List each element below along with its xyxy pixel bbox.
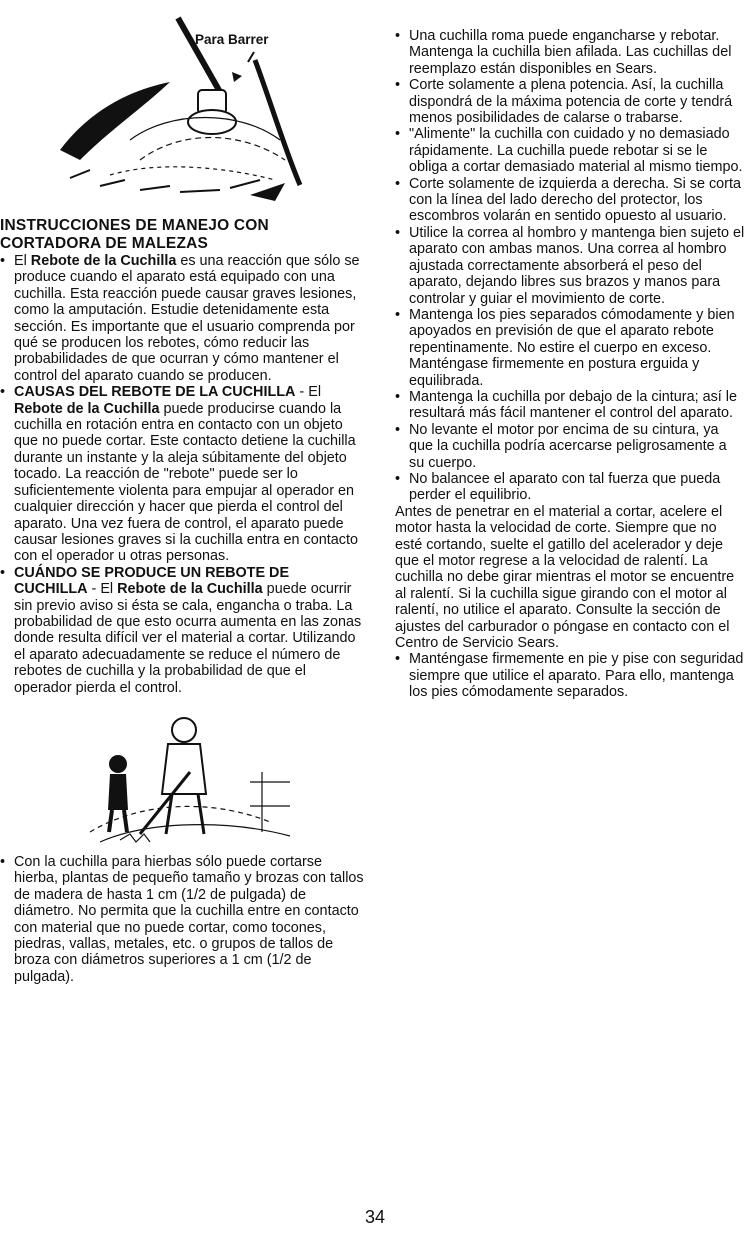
item-text: es una reacción que sólo se produce cuando el aparato está equipado con una cuchilla. Esta reacción puede causar graves lesiones, como la amputación. Estudie detenidamente esta sección. Es importante que el usuario comprenda por qué se producen los rebotes, cómo reducir las probabilidades de que ocurran y cómo mantener el control del aparato cuando se producen. bbox=[14, 253, 360, 384]
list-item bbox=[0, 854, 364, 985]
page-number: 34 bbox=[364, 1207, 386, 1227]
item-text: - El bbox=[295, 384, 322, 401]
item-bold-heading: CUÁNDO SE PRODUCE UN REBOTE DE CUCHILLA bbox=[14, 564, 290, 598]
operator-with-trimmer-drawing bbox=[0, 702, 364, 848]
item-text: No levante el motor por encima de su cintura, ya que la cuchilla podría acercarse peligrosamente a su cuerpo. bbox=[409, 421, 727, 471]
section-heading: INSTRUCCIONES DE MANEJO CON CORTADORA DE MALEZAS bbox=[0, 217, 269, 252]
item-text: No balancee el aparato con tal fuerza que pueda perder el equilibrio. bbox=[409, 470, 721, 504]
left-column bbox=[0, 0, 364, 985]
item-text: puede producirse cuando la cuchilla en rotación entra en contacto con un objeto que no puede cortar. Este contacto detiene la cuchilla durante un instante y la aleja súbitamente del objeto tocado. La reacción de "rebote" puede ser lo suficientemente violenta para empujar al operador en cualquier dirección y hacer que pierda el control del aparato. Una vez fuera de control, el aparato puede causar lesiones graves si la cuchilla entra en contacto con el operador u otras personas. bbox=[14, 400, 358, 565]
list-item bbox=[395, 126, 745, 175]
item-text: Manténgase firmemente en pie y pise con seguridad siempre que utilice el aparato. Para ello, mantenga los pies cómodamente separados. bbox=[409, 651, 744, 701]
list-item bbox=[395, 422, 745, 471]
list-item bbox=[395, 471, 745, 504]
item-text: Corte solamente de izquierda a derecha. Si se corta con la línea del lado derecho del protector, los escombros volarán en sentido opuesto al usuario. bbox=[409, 175, 741, 225]
list-item bbox=[395, 651, 745, 700]
item-bold-term: Rebote de la Cuchilla bbox=[30, 253, 177, 269]
list-item bbox=[395, 389, 745, 422]
list-item bbox=[395, 307, 745, 389]
list-item bbox=[0, 253, 364, 384]
figure-label: Para Barrer bbox=[195, 32, 269, 47]
item-bold-heading: CAUSAS DEL REBOTE DE LA CUCHILLA bbox=[14, 384, 296, 401]
item-bold-term: Rebote de la Cuchilla bbox=[117, 581, 263, 598]
item-text: Mantenga los pies separados cómodamente y bien apoyados en previsión de que el aparato rebote repentinamente. No estire el cuerpo en exceso. Manténgase firmemente en postura erguida y equilibrada. bbox=[409, 306, 735, 389]
item-text: Corte solamente a plena potencia. Así, la cuchilla dispondrá de la máxima potencia de corte y tendrá menos posibilidades de calarse o trabarse. bbox=[409, 77, 733, 127]
right-bullet-list bbox=[395, 28, 745, 504]
item-text: Con la cuchilla para hierbas sólo puede cortarse hierba, plantas de pequeño tamaño y brozas con tallos de madera de hasta 1 cm (1/2 de pulgada) de diámetro. No permita que la cuchilla entre en contacto con material que no puede cortar, como tocones, piedras, vallas, metales, etc. o grupos de tallos de broza con diámetros superiores a 1 cm (1/2 de pulgada). bbox=[14, 853, 364, 985]
operator-illustration bbox=[0, 702, 364, 848]
list-item bbox=[395, 77, 745, 126]
trimmer-sweep-drawing bbox=[0, 0, 364, 205]
item-text: "Alimente" la cuchilla con cuidado y no demasiado rápidamente. La cuchilla puede rebotar si se le obliga a cortar demasiado material al mismo tiempo. bbox=[409, 126, 743, 176]
list-item bbox=[395, 225, 745, 307]
right-column bbox=[395, 28, 745, 701]
item-text: Una cuchilla roma puede engancharse y rebotar. Mantenga la cuchilla bien afilada. Las cuchillas del reemplazo están disponibles en Sears. bbox=[409, 28, 732, 77]
list-item bbox=[395, 28, 745, 77]
item-text: - El bbox=[87, 581, 118, 598]
list-item bbox=[0, 384, 364, 564]
body-paragraph: Antes de penetrar en el material a cortar, acelere el motor hasta la velocidad de corte. Siempre que no esté cortando, suelte el gatillo del acelerador y deje que el motor regrese a la velocidad de ralentí. La cuchilla no debe girar mientras el motor se encuentre al ralentí. Si la cuchilla sigue girando con el motor al ralentí, no utilice el aparato. Consulte la sección de ajustes del carburador o póngase en contacto con el Centro de Servicio Sears. bbox=[395, 503, 735, 652]
sweeping-illustration bbox=[0, 0, 364, 205]
item-text: El bbox=[14, 253, 31, 269]
list-item bbox=[395, 176, 745, 225]
left-body bbox=[0, 253, 364, 985]
item-text: puede ocurrir sin previo aviso si ésta se cala, engancha o traba. La probabilidad de que esto ocurra aumenta en las zonas donde resulta difícil ver el material a cortar. Utilizando el aparato adecuadamente se reduce el número de rebotes de cuchilla y la probabilidad de que el operador pierda el control. bbox=[14, 581, 362, 696]
item-text: Utilice la correa al hombro y mantenga bien sujeto el aparato con ambas manos. Una correa al hombro ajustada correctamente absorberá el peso del aparato, dejando libres sus brazos y manos para controlar y guiar el movimiento de corte. bbox=[409, 224, 745, 307]
item-bold-term: Rebote de la Cuchilla bbox=[14, 400, 160, 417]
list-item bbox=[0, 565, 364, 696]
item-text: Mantenga la cuchilla por debajo de la cintura; así le resultará más fácil mantener el control del aparato. bbox=[409, 388, 737, 422]
